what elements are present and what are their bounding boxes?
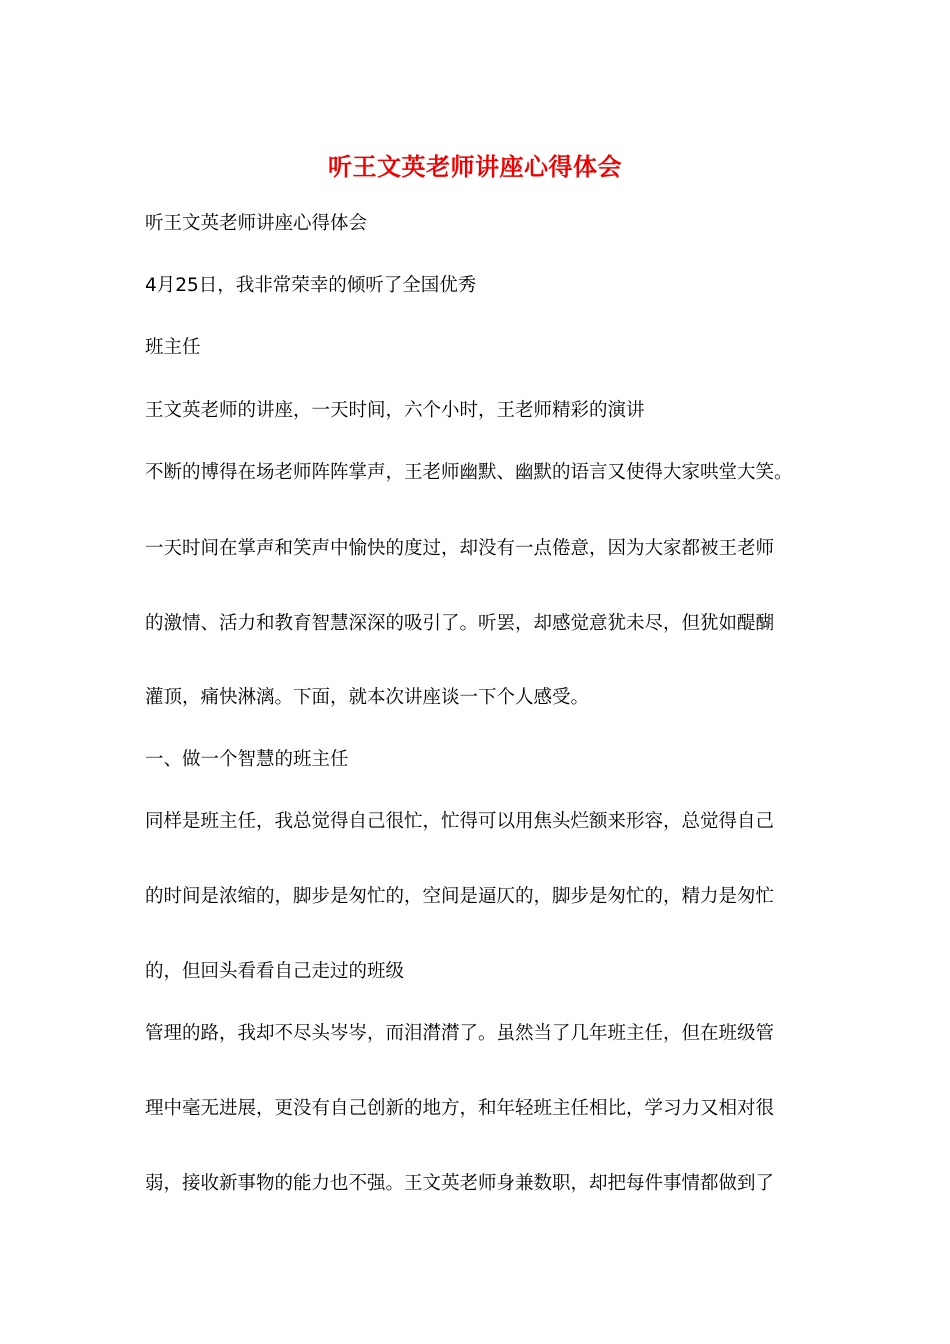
section-heading: 一、做一个智慧的班主任 [145, 749, 349, 770]
paragraph-line: 的激情、活力和教育智慧深深的吸引了。听罢，却感觉意犹未尽，但犹如醍醐 [145, 613, 775, 634]
paragraph-line: 管理的路，我却不尽头岑岑，而泪潸潸了。虽然当了几年班主任，但在班级管 [145, 1023, 775, 1044]
paragraph-line: 弱，接收新事物的能力也不强。王文英老师身兼数职，却把每件事情都做到了 [145, 1173, 775, 1194]
paragraph-line: 的时间是浓缩的，脚步是匆忙的，空间是逼仄的，脚步是匆忙的，精力是匆忙 [145, 886, 775, 907]
paragraph-line: 4月25日，我非常荣幸的倾听了全国优秀 [145, 275, 477, 296]
paragraph-line: 不断的博得在场老师阵阵掌声，王老师幽默、幽默的语言又使得大家哄堂大笑。 [145, 462, 793, 483]
paragraph-line: 的，但回头看看自己走过的班级 [145, 961, 405, 982]
paragraph-line: 理中毫无进展，更没有自己创新的地方，和年轻班主任相比，学习力又相对很 [145, 1098, 775, 1119]
paragraph-line: 班主任 [145, 337, 201, 358]
paragraph-line: 同样是班主任，我总觉得自己很忙，忙得可以用焦头烂额来形容，总觉得自己 [145, 811, 775, 832]
paragraph-line: 一天时间在掌声和笑声中愉快的度过，却没有一点倦意，因为大家都被王老师 [145, 538, 775, 559]
document-title: 听王文英老师讲座心得体会 [328, 153, 622, 181]
paragraph-line: 听王文英老师讲座心得体会 [145, 213, 368, 234]
paragraph-line: 王文英老师的讲座，一天时间，六个小时，王老师精彩的演讲 [145, 400, 645, 421]
paragraph-line: 灌顶，痛快淋漓。下面，就本次讲座谈一下个人感受。 [145, 687, 590, 708]
